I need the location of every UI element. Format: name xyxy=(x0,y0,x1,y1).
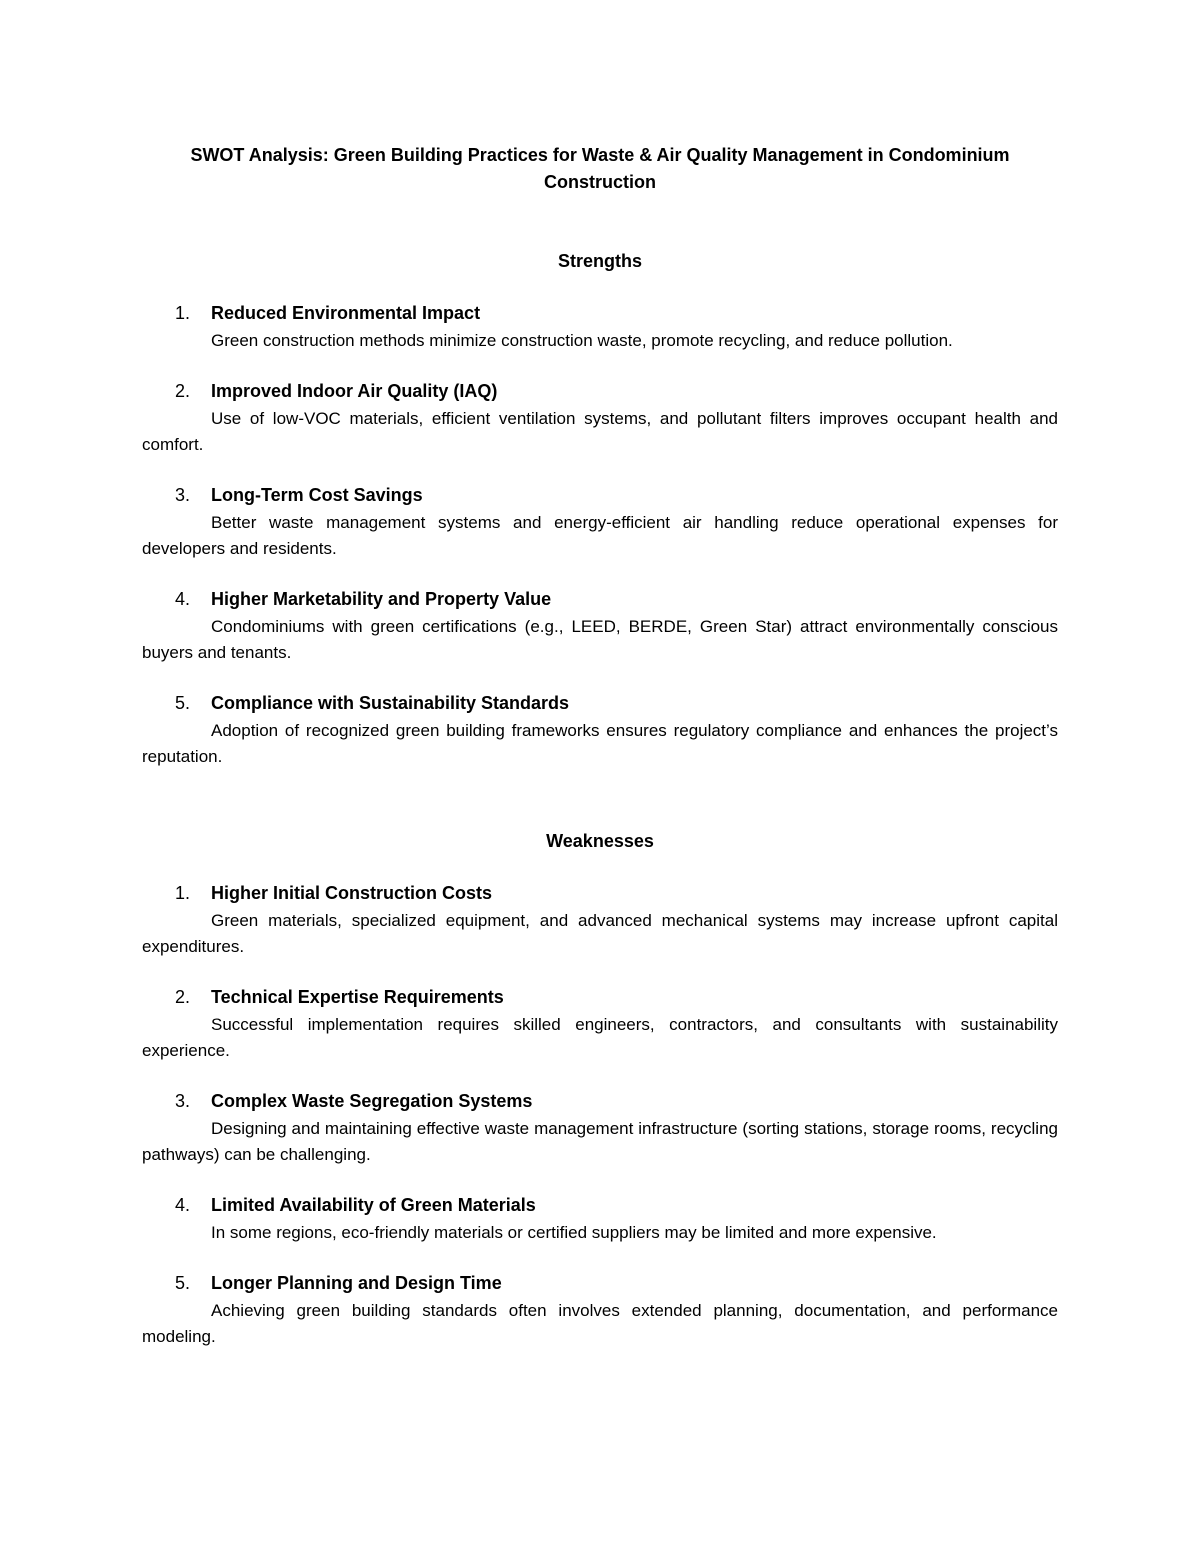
list-item xyxy=(142,378,1058,458)
section-strengths xyxy=(142,248,1058,770)
item-title: Compliance with Sustainability Standards xyxy=(211,693,570,713)
item-heading xyxy=(142,984,1058,1010)
list-item xyxy=(142,984,1058,1064)
item-number: 1. xyxy=(175,303,191,323)
section-heading: Weaknesses xyxy=(546,831,654,851)
item-body: Designing and maintaining effective waste management infrastructure (sorting stations, storage rooms, recycling pathways) can be challenging. xyxy=(142,1119,1058,1164)
item-title: Complex Waste Segregation Systems xyxy=(211,1091,533,1111)
item-title: Limited Availability of Green Materials xyxy=(211,1195,536,1215)
item-heading xyxy=(142,690,1058,716)
item-title: Longer Planning and Design Time xyxy=(211,1273,502,1293)
item-title: Higher Marketability and Property Value xyxy=(211,589,552,609)
list-item xyxy=(142,482,1058,562)
item-title: Reduced Environmental Impact xyxy=(211,303,481,323)
list-item xyxy=(142,690,1058,770)
item-heading xyxy=(142,300,1058,326)
item-number: 5. xyxy=(175,693,191,713)
weaknesses-list xyxy=(142,880,1058,1350)
list-item xyxy=(142,586,1058,666)
list-item xyxy=(142,1088,1058,1168)
item-title: Higher Initial Construction Costs xyxy=(211,883,493,903)
section-heading: Strengths xyxy=(557,251,642,271)
item-body: Achieving green building standards often involves extended planning, documentation, and performance modeling. xyxy=(142,1301,1058,1346)
document-title: SWOT Analysis: Green Building Practices for Waste & Air Quality Management in Condominium Construction xyxy=(190,145,1010,192)
item-number: 4. xyxy=(175,1195,191,1215)
item-body: Adoption of recognized green building frameworks ensures regulatory compliance and enhances the project’s reputation. xyxy=(142,721,1058,766)
item-heading xyxy=(142,1192,1058,1218)
item-title: Technical Expertise Requirements xyxy=(211,987,504,1007)
item-body: Better waste management systems and energy-efficient air handling reduce operational expenses for developers and residents. xyxy=(142,513,1058,558)
item-body: Condominiums with green certifications (e.g., LEED, BERDE, Green Star) attract environmentally conscious buyers and tenants. xyxy=(142,617,1058,662)
item-title: Long-Term Cost Savings xyxy=(211,485,423,505)
list-item xyxy=(142,1192,1058,1246)
document-page xyxy=(142,0,1058,1553)
item-title: Improved Indoor Air Quality (IAQ) xyxy=(211,381,498,401)
item-heading xyxy=(142,1270,1058,1296)
list-item xyxy=(142,880,1058,960)
item-number: 5. xyxy=(175,1273,191,1293)
item-body: Green construction methods minimize construction waste, promote recycling, and reduce pollution. xyxy=(211,331,953,350)
list-item xyxy=(142,1270,1058,1350)
item-number: 3. xyxy=(175,485,191,505)
item-number: 2. xyxy=(175,381,191,401)
item-body: Successful implementation requires skilled engineers, contractors, and consultants with sustainability experience. xyxy=(142,1015,1058,1060)
item-heading xyxy=(142,378,1058,404)
item-body: Use of low-VOC materials, efficient ventilation systems, and pollutant filters improves occupant health and comfort. xyxy=(142,409,1058,454)
item-number: 2. xyxy=(175,987,191,1007)
item-heading xyxy=(142,880,1058,906)
item-number: 4. xyxy=(175,589,191,609)
item-heading xyxy=(142,586,1058,612)
item-heading xyxy=(142,482,1058,508)
item-number: 3. xyxy=(175,1091,191,1111)
item-body: In some regions, eco-friendly materials or certified suppliers may be limited and more expensive. xyxy=(211,1223,937,1242)
strengths-list xyxy=(142,300,1058,770)
section-weaknesses xyxy=(142,828,1058,1350)
item-heading xyxy=(142,1088,1058,1114)
item-number: 1. xyxy=(175,883,191,903)
list-item xyxy=(142,300,1058,354)
item-body: Green materials, specialized equipment, and advanced mechanical systems may increase upfront capital expenditures. xyxy=(142,911,1058,956)
